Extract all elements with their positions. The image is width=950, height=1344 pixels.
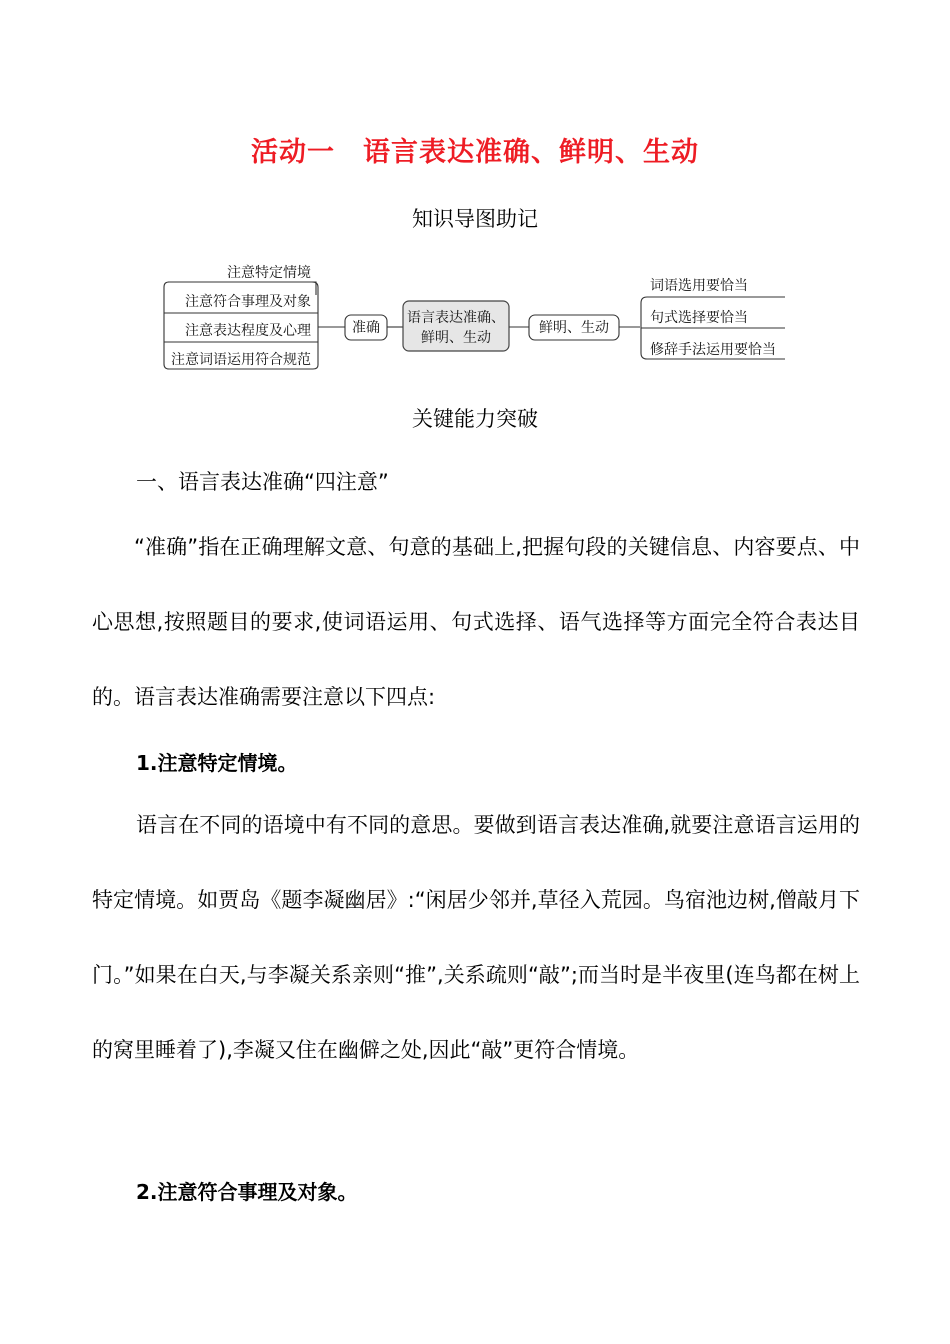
mindmap-left-branch: 准确 xyxy=(352,320,380,336)
mindmap-right-item: 句式选择要恰当 xyxy=(650,310,748,326)
mindmap-left-item: 注意词语运用符合规范 xyxy=(171,352,311,368)
paragraph-2: 语言在不同的语境中有不同的意思。要做到语言表达准确,就要注意语言运用的特定情境。如贾岛《题李凝幽居》:“闲居少邻并,草径入荒园。鸟宿池边树,僧敲月下门。”如果在白天,与李凝关系亲则“推”,关系疏则“敲”;而当时是半夜里(连鸟都在树上的窝里睡着了),李凝又住在幽僻之处,因此“敲”更符合情境。 xyxy=(92,813,860,1062)
mindmap-left-item: 注意特定情境 xyxy=(227,265,311,281)
ability-heading: 关键能力突破 xyxy=(412,407,538,431)
mindmap-heading: 知识导图助记 xyxy=(412,207,538,231)
section-heading: 一、语言表达准确“四注意” xyxy=(136,470,389,494)
mindmap-center-line: 鲜明、生动 xyxy=(421,330,491,346)
point-2-heading: 2.注意符合事理及对象。 xyxy=(136,1180,358,1204)
mindmap-right-branch: 鲜明、生动 xyxy=(539,320,609,336)
mindmap-right-item: 词语选用要恰当 xyxy=(650,278,748,294)
mind-map xyxy=(160,255,800,380)
paragraph-1: “准确”指在正确理解文意、句意的基础上,把握句段的关键信息、内容要点、中心思想,按照题目的要求,使词语运用、句式选择、语气选择等方面完全符合表达目的。语言表达准确需要注意以下四点: xyxy=(92,535,860,709)
mindmap-left-item: 注意表达程度及心理 xyxy=(185,323,311,339)
point-1-heading: 1.注意特定情境。 xyxy=(136,751,298,775)
mindmap-center-line: 语言表达准确、 xyxy=(407,310,505,326)
page-title: 活动一 语言表达准确、鲜明、生动 xyxy=(251,137,699,168)
mindmap-right-item: 修辞手法运用要恰当 xyxy=(650,342,776,358)
mindmap-left-item: 注意符合事理及对象 xyxy=(185,294,311,310)
